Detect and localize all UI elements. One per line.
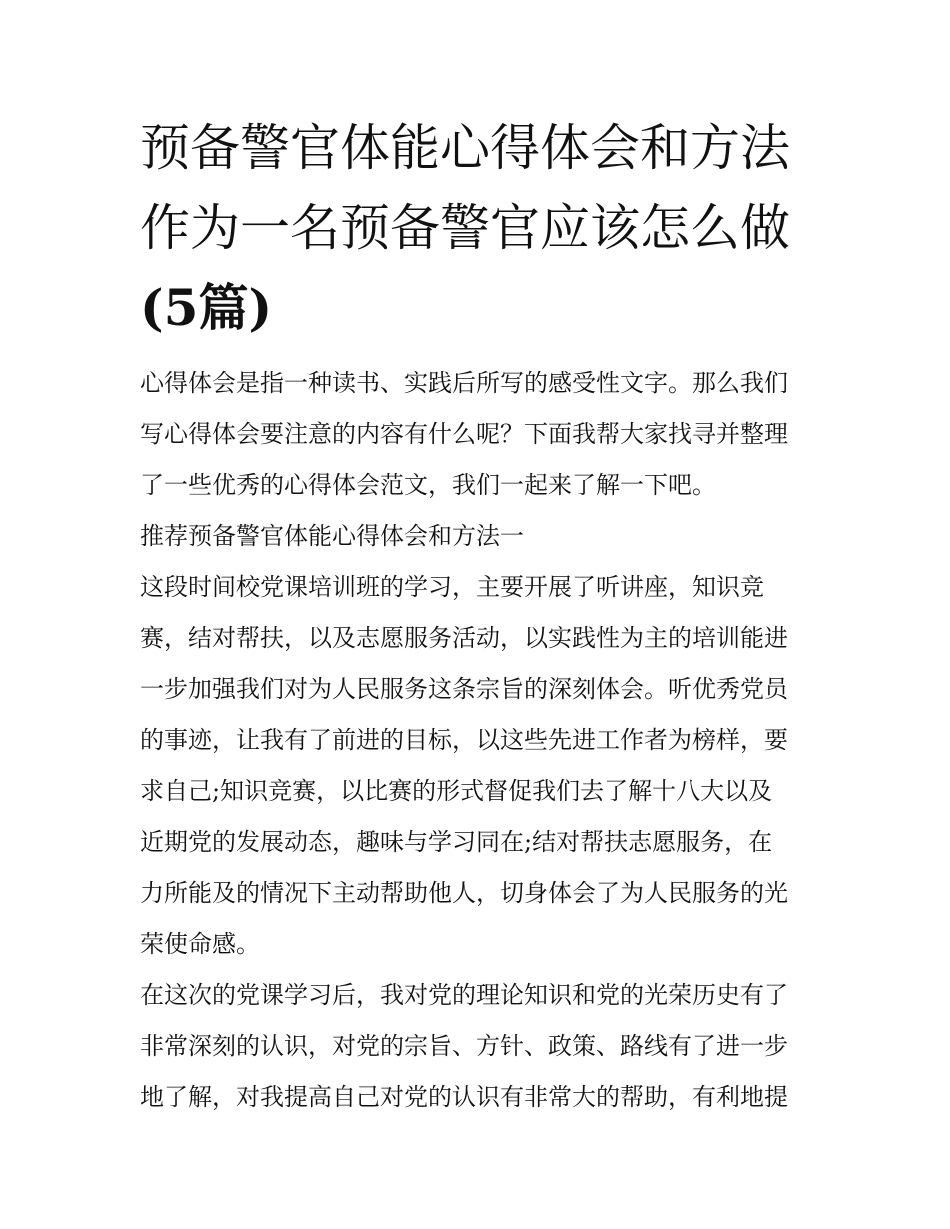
document-title-main: 预备警官体能心得体会和方法 作为一名预备警官应该怎么做: [140, 119, 790, 257]
section-heading: 推荐预备警官体能心得体会和方法一: [140, 522, 524, 550]
intro-paragraph: 心得体会是指一种读书、实践后所写的感受性文字。那么我们 写心得体会要注意的内容有什么呢？下面我帮大家找寻并整理 了一些优秀的心得体会范文，我们一起来了解一下吧。: [140, 369, 788, 499]
document-title-count: (5篇): [140, 278, 273, 337]
document-body: [140, 358, 820, 1123]
document-page: [140, 108, 820, 1123]
body-paragraph: 这段时间校党课培训班的学习，主要开展了听讲座，知识竞 赛，结对帮扶，以及志愿服务活动，以实践性为主的培训能进 一步加强我们对为人民服务这条宗旨的深刻体会。听优秀党员 的事迹，让我有了前进的目标，以这些先进工作者为榜样，要 求自己;知识竞赛，以比赛的形式督促我们去了解十八大以及 近期党的发展动态，趣味与学习同在;结对帮扶志愿服务，在 力所能及的情况下主动帮助他人，切身体会了为人民服务的光 荣使命感。: [140, 573, 788, 958]
body-paragraph: 在这次的党课学习后，我对党的理论知识和党的光荣历史有了 非常深刻的认识，对党的宗旨、方针、政策、路线有了进一步 地了解，对我提高自己对党的认识有非常大的帮助，有利地提: [140, 981, 788, 1111]
document-title: [140, 108, 820, 348]
